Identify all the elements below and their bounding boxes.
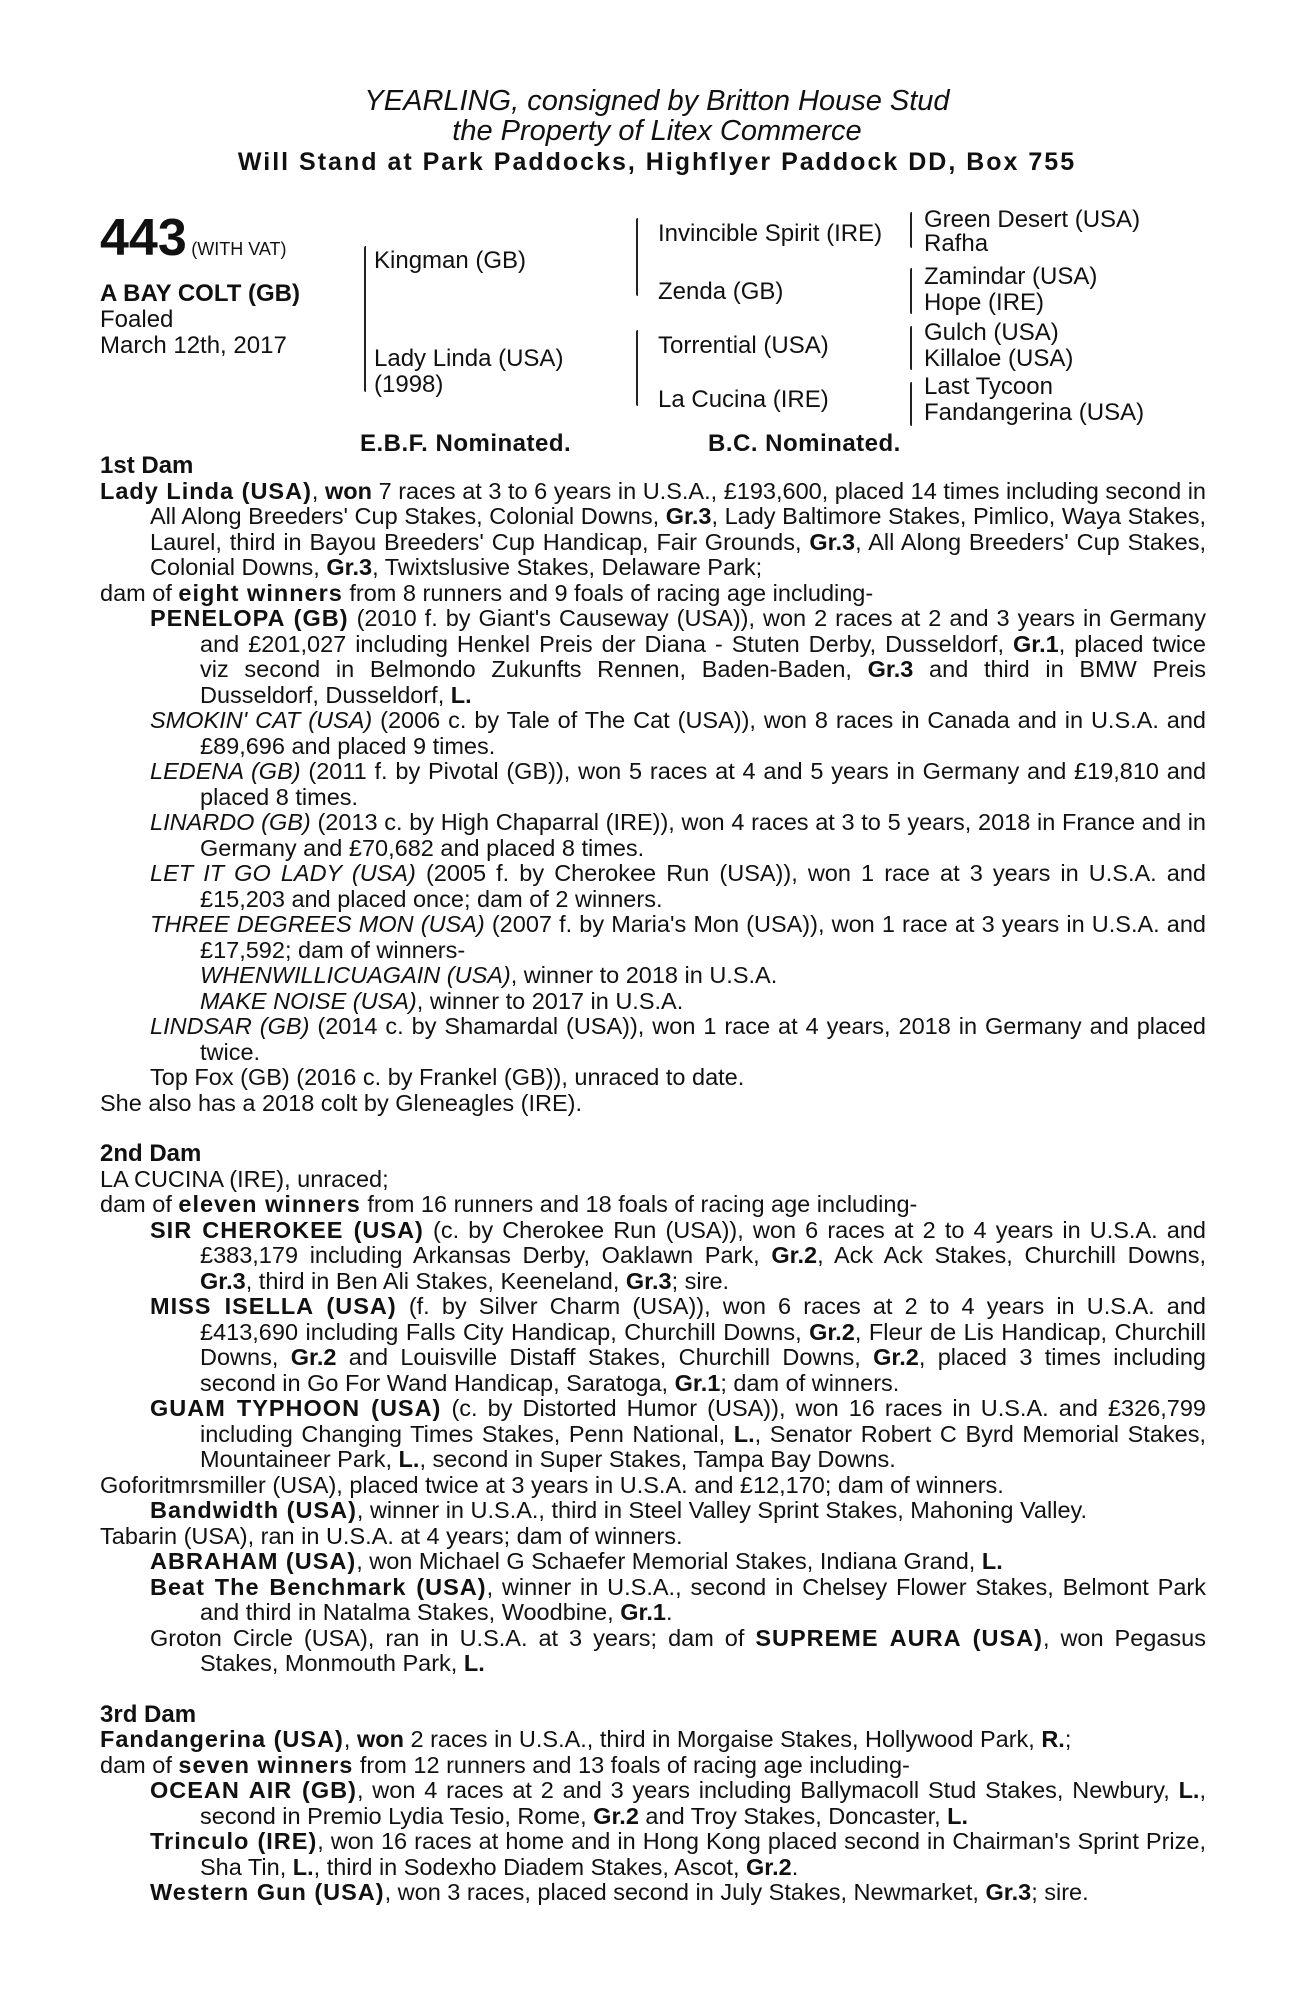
dam-dam-name: La Cucina (IRE)	[658, 386, 829, 413]
stand-location-line: Will Stand at Park Paddocks, Highflyer Paddock DD, Box 755	[237, 148, 1077, 176]
dam-name: Lady Linda (USA)	[374, 345, 564, 372]
pedigree-brace-g4	[910, 382, 912, 426]
horse-name: A BAY COLT (GB)	[100, 280, 301, 307]
produce-record	[100, 453, 1206, 1906]
sire-dam-name: Zenda (GB)	[658, 278, 784, 305]
lot-number: 443	[100, 209, 187, 267]
produce-bandwidth: Bandwidth (USA), winner in U.S.A., third in Steel Valley Sprint Stakes, Mahoning Valley.	[150, 1497, 1088, 1523]
third-dam-summary: dam of seven winners from 12 runners and 13 foals of racing age including-	[100, 1751, 910, 1778]
ancestor-gulch: Gulch (USA)	[924, 319, 1059, 346]
first-dam-record: Lady Linda (USA), won 7 races at 3 to 6 years in U.S.A., £193,600, placed 14 times including second in All Along Breeders' Cup Stakes, Colonial Downs, Gr.3, Lady Baltimore Stakes, Pimlico, Waya Stakes, Laurel, third in Bayou Breeders' Cup Handicap, Fair Grounds, Gr.3, All Along Breeders' Cup Stakes, Colonial Downs, Gr.3, Twixtslusive Stakes, Delaware Park;	[100, 477, 1206, 580]
produce-smokin-cat: SMOKIN' CAT (USA) (2006 c. by Tale of The Cat (USA)), won 8 races in Canada and in U.S.A. and £89,696 and placed 9 times.	[150, 707, 1206, 759]
produce-ocean-air: OCEAN AIR (GB), won 4 races at 2 and 3 years including Ballymacoll Stud Stakes, Newbury, L., second in Premio Lydia Tesio, Rome, Gr.2 and Troy Stakes, Doncaster, L.	[150, 1777, 1206, 1829]
ancestor-green-desert: Green Desert (USA)	[924, 206, 1141, 233]
produce-goforitmrsmiller: Goforitmrsmiller (USA), placed twice at 3 years in U.S.A. and £12,170; dam of winners.	[100, 1471, 1004, 1498]
pedigree-brace-dam	[636, 330, 638, 406]
produce-ledena: LEDENA (GB) (2011 f. by Pivotal (GB)), won 5 races at 4 and 5 years in Germany and £19,810 and placed 8 times.	[150, 758, 1207, 810]
foaled-label: Foaled	[100, 306, 174, 333]
sire-sire-name: Invincible Spirit (IRE)	[658, 220, 883, 247]
produce-groton-circle: Groton Circle (USA), ran in U.S.A. at 3 years; dam of SUPREME AURA (USA), won Pegasus Stakes, Monmouth Park, L.	[150, 1624, 1206, 1676]
ancestor-fandangerina: Fandangerina (USA)	[924, 399, 1145, 426]
produce-make-noise: MAKE NOISE (USA), winner to 2017 in U.S.A.	[200, 987, 684, 1014]
property-line: the Property of Litex Commerce	[452, 115, 862, 147]
dam-year: (1998)	[374, 371, 444, 398]
produce-whenwillicuagain: WHENWILLICUAGAIN (USA), winner to 2018 in U.S.A.	[200, 962, 778, 988]
ancestor-hope: Hope (IRE)	[924, 289, 1045, 316]
third-dam-record: Fandangerina (USA), won 2 races in U.S.A., third in Morgaise Stakes, Hollywood Park, R.;	[100, 1726, 1072, 1752]
produce-western-gun: Western Gun (USA), won 3 races, placed second in July Stakes, Newmarket, Gr.3; sire.	[150, 1879, 1089, 1905]
pedigree-brace-sire	[636, 218, 638, 296]
produce-sir-cherokee: SIR CHEROKEE (USA) (c. by Cherokee Run (USA)), won 6 races at 2 to 4 years in U.S.A. and £383,179 including Arkansas Derby, Oaklawn Park, Gr.2, Ack Ack Stakes, Churchill Downs, Gr.3, third in Ben Ali Stakes, Keeneland, Gr.3; sire.	[150, 1216, 1207, 1294]
ancestor-rafha: Rafha	[924, 230, 989, 257]
dam-sire-name: Torrential (USA)	[658, 332, 829, 359]
first-dam-heading: 1st Dam	[100, 452, 194, 479]
sire-name: Kingman (GB)	[374, 247, 527, 274]
produce-abraham: ABRAHAM (USA), won Michael G Schaefer Memorial Stakes, Indiana Grand, L.	[150, 1548, 1003, 1574]
foaled-date: March 12th, 2017	[100, 332, 287, 359]
produce-let-it-go-lady: LET IT GO LADY (USA) (2005 f. by Cherokee Run (USA)), won 1 race at 3 years in U.S.A. and £15,203 and placed once; dam of 2 winners.	[150, 860, 1207, 912]
second-dam-summary: dam of eleven winners from 16 runners and 18 foals of racing age including-	[100, 1191, 918, 1217]
produce-linardo: LINARDO (GB) (2013 c. by High Chaparral (IRE)), won 4 races at 3 to 5 years, 2018 in France and in Germany and £70,682 and placed 8 times.	[150, 809, 1206, 861]
produce-beat-the-benchmark: Beat The Benchmark (USA), winner in U.S.A., second in Chelsey Flower Stakes, Belmont Park and third in Natalma Stakes, Woodbine, Gr.1.	[150, 1573, 1206, 1625]
first-dam-summary: dam of eight winners from 8 runners and 9 foals of racing age including-	[100, 579, 874, 606]
pedigree-brace-g1	[910, 212, 912, 248]
first-dam-note: She also has a 2018 colt by Gleneagles (IRE).	[100, 1089, 583, 1116]
vat-note: (WITH VAT)	[191, 239, 287, 259]
produce-penelopa: PENELOPA (GB) (2010 f. by Giant's Causeway (USA)), won 2 races at 2 and 3 years in Germany and £201,027 including Henkel Preis der Diana - Stuten Derby, Dusseldorf, Gr.1, placed twice viz second in Belmondo Zukunfts Rennen, Baden-Baden, Gr.3 and third in BMW Preis Dusseldorf, Dusseldorf, L.	[150, 605, 1206, 708]
pedigree-brace-g2	[910, 268, 912, 314]
produce-three-degrees-mon: THREE DEGREES MON (USA) (2007 f. by Maria's Mon (USA)), won 1 race at 3 years in U.S.A. and £17,592; dam of winners-	[150, 911, 1207, 963]
produce-miss-isella: MISS ISELLA (USA) (f. by Silver Charm (USA)), won 6 races at 2 to 4 years in U.S.A. and £413,690 including Falls City Handicap, Churchill Downs, Gr.2, Fleur de Lis Handicap, Churchill Downs, Gr.2 and Louisville Distaff Stakes, Churchill Downs, Gr.2, placed 3 times including second in Go For Wand Handicap, Saratoga, Gr.1; dam of winners.	[150, 1293, 1207, 1396]
ancestor-killaloe: Killaloe (USA)	[924, 345, 1074, 372]
produce-lindsar: LINDSAR (GB) (2014 c. by Shamardal (USA)), won 1 race at 4 years, 2018 in Germany and placed twice.	[150, 1013, 1206, 1065]
pedigree-brace-main	[364, 246, 366, 392]
ebf-nominated: E.B.F. Nominated.	[360, 430, 572, 457]
bc-nominated: B.C. Nominated.	[708, 430, 901, 457]
pedigree-brace-g3	[910, 326, 912, 370]
third-dam-heading: 3rd Dam	[100, 1700, 197, 1728]
consignor-line: YEARLING, consigned by Britton House Stud	[364, 85, 950, 117]
lot-number-row	[100, 209, 287, 267]
produce-guam-typhoon: GUAM TYPHOON (USA) (c. by Distorted Humor (USA)), won 16 races in U.S.A. and £326,799 including Changing Times Stakes, Penn National, L., Senator Robert C Byrd Memorial Stakes, Mountaineer Park, L., second in Super Stakes, Tampa Bay Downs.	[150, 1395, 1207, 1472]
produce-top-fox: Top Fox (GB) (2016 c. by Frankel (GB)), unraced to date.	[150, 1064, 745, 1090]
second-dam-record: LA CUCINA (IRE), unraced;	[100, 1165, 389, 1192]
ancestor-last-tycoon: Last Tycoon	[924, 373, 1053, 400]
ancestor-zamindar: Zamindar (USA)	[924, 263, 1098, 290]
second-dam-heading: 2nd Dam	[100, 1140, 202, 1167]
produce-trinculo: Trinculo (IRE), won 16 races at home and in Hong Kong placed second in Chairman's Sprint Prize, Sha Tin, L., third in Sodexho Diadem Stakes, Ascot, Gr.2.	[150, 1828, 1206, 1880]
produce-tabarin: Tabarin (USA), ran in U.S.A. at 4 years; dam of winners.	[100, 1522, 683, 1549]
